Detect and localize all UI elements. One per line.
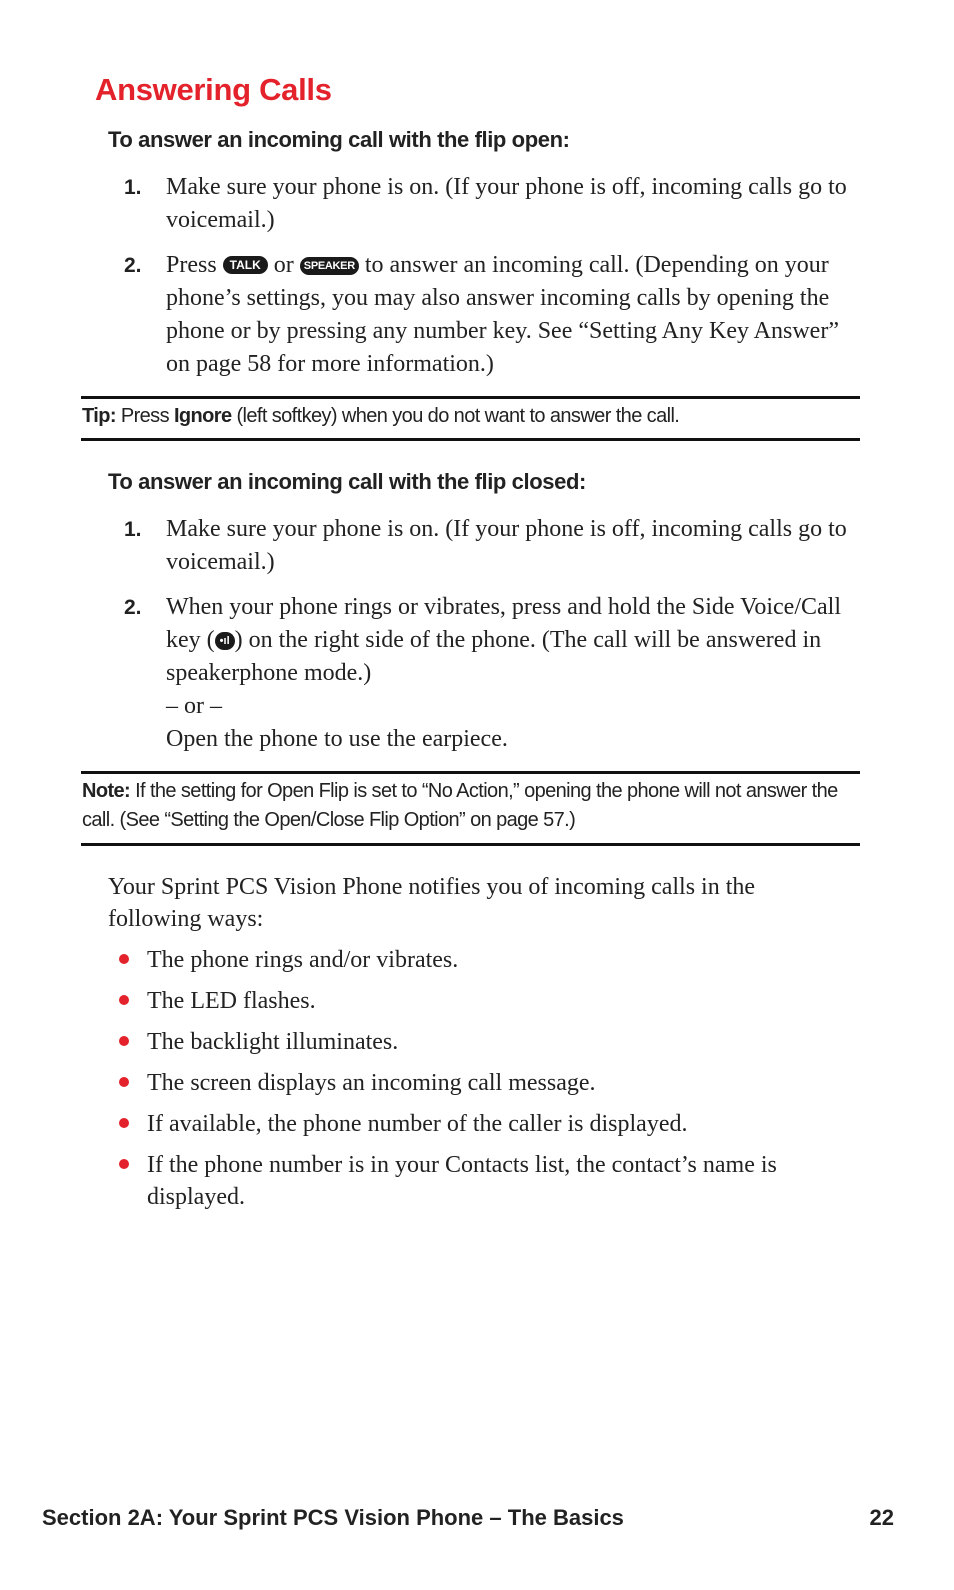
step-text-between: or xyxy=(273,252,294,278)
tip-top-rule xyxy=(81,396,860,399)
tip-label: Tip: xyxy=(82,405,116,427)
intro-paragraph: Your Sprint PCS Vision Phone notifies you of incoming calls in the following ways: xyxy=(108,874,756,932)
note-label: Note: xyxy=(82,780,131,802)
bullet-icon xyxy=(119,995,129,1005)
list-item xyxy=(0,944,954,976)
step-number: 1. xyxy=(124,518,142,541)
step-number: 1. xyxy=(124,176,142,199)
page-footer xyxy=(42,1505,894,1531)
step-number: 2. xyxy=(124,254,142,277)
flip-open-steps xyxy=(0,171,954,393)
bullet-icon xyxy=(119,1077,129,1087)
list-item-text: If available, the phone number of the caller is displayed. xyxy=(147,1111,688,1137)
note-bottom-rule xyxy=(81,843,860,846)
list-item-text: The backlight illuminates. xyxy=(147,1029,399,1055)
page-number: 22 xyxy=(869,1505,894,1530)
list-item-text: The screen displays an incoming call message. xyxy=(147,1070,596,1096)
step-item xyxy=(0,513,954,579)
list-item-text: The LED flashes. xyxy=(147,988,316,1014)
step-or-separator: – or – xyxy=(166,693,222,719)
list-item-text: The phone rings and/or vibrates. xyxy=(147,947,459,973)
page-title: Answering Calls xyxy=(95,72,332,107)
step-text-before: When your phone rings or vibrates, press and hold the Side Voice/Call key ( xyxy=(166,594,841,653)
step-item xyxy=(0,171,954,237)
step-text-after: to answer an incoming call. (Depending on your phone’s settings, you may also answer incoming calls by opening the phone or by pressing any number key. See “Setting Any Key Answer” on page 58 for more information.) xyxy=(166,252,839,377)
step-text-before: Press xyxy=(166,252,217,278)
tip-emphasis: Ignore xyxy=(173,405,232,427)
step-item xyxy=(0,591,954,756)
flip-closed-heading: To answer an incoming call with the flip closed: xyxy=(108,469,586,494)
bullet-icon xyxy=(119,1118,129,1128)
notification-list xyxy=(0,944,954,1222)
bullet-icon xyxy=(119,1036,129,1046)
step-number: 2. xyxy=(124,596,142,619)
list-item xyxy=(0,1026,954,1058)
list-item xyxy=(0,1108,954,1140)
step-alternative: Open the phone to use the earpiece. xyxy=(166,726,508,752)
step-item xyxy=(0,249,954,381)
tip-text-after: (left softkey) when you do not want to answer the call. xyxy=(236,405,680,427)
tip-bottom-rule xyxy=(81,438,860,441)
step-text xyxy=(166,591,866,756)
speaker-key-icon: SPEAKER xyxy=(300,257,359,275)
step-text-after: ) on the right side of the phone. (The call will be answered in speakerphone mode.) xyxy=(166,627,822,686)
step-text: Make sure your phone is on. (If your phone is off, incoming calls go to voicemail.) xyxy=(166,516,847,575)
tip-text-before: Press xyxy=(120,405,169,427)
step-text: Make sure your phone is on. (If your phone is off, incoming calls go to voicemail.) xyxy=(166,174,847,233)
flip-open-heading: To answer an incoming call with the flip open: xyxy=(108,127,570,152)
note-top-rule xyxy=(81,771,860,774)
footer-section-title: Section 2A: Your Sprint PCS Vision Phone – The Basics xyxy=(42,1505,624,1530)
step-text xyxy=(166,249,866,381)
note-box xyxy=(82,777,860,835)
note-text: If the setting for Open Flip is set to “No Action,” opening the phone will not answer the call. (See “Setting the Open/Close Flip Option” on page 57.) xyxy=(82,780,838,831)
list-item xyxy=(0,985,954,1017)
list-item-text: If the phone number is in your Contacts list, the contact’s name is displayed. xyxy=(147,1152,777,1210)
list-item xyxy=(0,1149,954,1213)
talk-key-icon: TALK xyxy=(223,256,268,274)
flip-closed-steps xyxy=(0,513,954,768)
list-item xyxy=(0,1067,954,1099)
bullet-icon xyxy=(119,954,129,964)
tip-box xyxy=(82,402,860,431)
side-voice-call-key-icon: •ıl xyxy=(215,632,235,650)
bullet-icon xyxy=(119,1159,129,1169)
